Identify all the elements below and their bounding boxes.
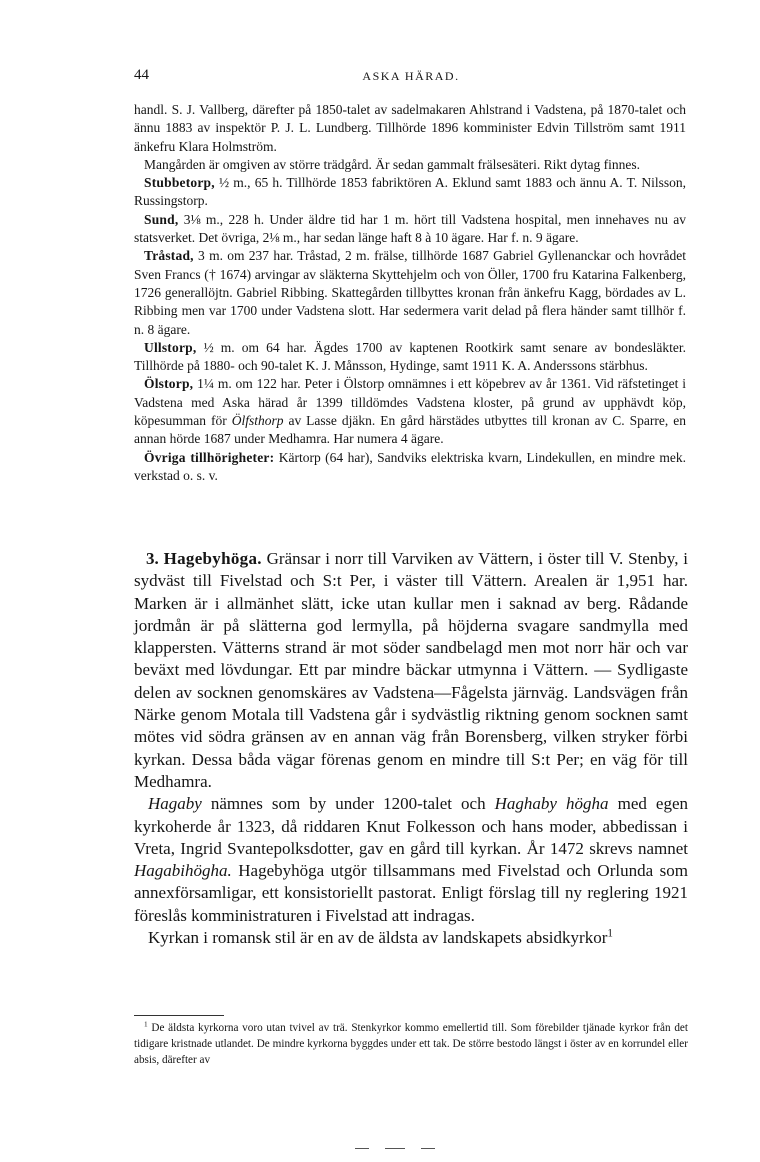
page-number: 44 [134,67,149,83]
entry-fraction: ½ [219,175,230,191]
italic-name: Hagaby [148,794,202,814]
print-mark [421,1148,435,1149]
property-list [134,101,686,485]
entry-term: Ölstorp, [144,376,194,392]
entry-text: Kärtorp (64 har), Sandviks elektriska kvarn, Lindekullen, en mindre mek. verkstad o. s. v. [134,449,687,483]
entry-sund [134,211,686,248]
footnote [134,1020,688,1068]
page-header [134,67,688,87]
running-title: ASKA HÄRAD. [362,69,460,83]
footnote-text: De äldsta kyrkorna voro utan tvivel av trä. Stenkyrkor kommo emellertid till. Som förebilder tjänade kyrkor från det tidigare kristnade utlandet. De mindre kyrkorna byggdes under ett tak. De större bestodo längst i öster av en korrundel eller absis, därefter av [134,1022,688,1066]
entry-fraction: 3⅛ [183,211,201,227]
italic-name: Haghaby högha [494,794,609,814]
entry-text: m., 228 h. Under äldre tid har 1 m. hört till Vadstena hospital, men innehaves nu av statsverket. Det övriga, 2⅛ m., har sedan länge haft 8 à 10 ägare. Har f. n. 9 ägare. [134,211,686,246]
entry-text: m. om 122 har. Peter i Ölstorp omnämnes i ett köpebrev av år 1361. Vid räfstetinget i Vadstena med Aska härad år 1399 tilldömdes Vadstena kloster, på grund av upphävdt köp, köpesumman för [134,376,686,429]
entry-term: Tråstad, [144,248,194,264]
section-number: 3. [146,549,159,568]
paragraph-hagaby [134,793,688,927]
entry-term: Sund, [144,211,179,227]
entry-ovriga [134,449,686,486]
entry-stubbetorp [134,174,686,211]
print-mark [385,1148,405,1149]
paragraph-text: nämnes som by under 1200-talet och [201,794,495,814]
entry-term: Övriga tillhörigheter: [144,449,275,465]
footnote-rule [134,1015,224,1016]
paragraph-text: Kyrkan i romansk stil är en av de äldsta av landskapets absidkyrkor [148,928,608,948]
section-hagebyhoga [134,548,688,949]
entry-trastad [134,247,686,338]
entry-text: av Lasse djäkn. En gård härstädes utbyttes till kronan av C. Sparre, en annan hörde 1687 under Medhamra. Har numera 4 ägare. [134,413,686,447]
section-heading: Hagebyhöga. [163,549,262,568]
entry-text: m., 65 h. Tillhörde 1853 fabriktören A. Eklund samt 1883 och ännu A. T. Nilsson, Russingstorp. [134,175,686,209]
footnote-mark: 1 [144,1020,148,1029]
entry-fraction: 1¼ [197,376,214,392]
entry-text: m. om 64 har. Ägdes 1700 av kaptenen Rootkirk samt senare av bondesläkter. Tillhörde på 1880- och 90-talet K. J. Månsson, Hydinge, samt 1911 K. A. Anderssons stärbhus. [134,339,687,374]
entry-fraction: ½ [203,339,214,355]
footnote-reference: 1 [607,927,613,940]
entry-olstorp [134,375,686,448]
entry-italic-name: Ölfsthorp [231,413,284,429]
footnote-paragraph [134,1020,688,1068]
entry-text: 3 m. om 237 har. Tråstad, 2 m. frälse, tillhörde 1687 Gabriel Gyllenanckar och hovrådet Sven Francs († 1674) arvingar av släkterna Skyttehjelm och von Öller, 1700 fru Katarina Falkenberg, 1726 generallöjtn. Gabriel Ribbing. Skattegården tillbyttes kronan från änkefru Kagg, bördades av L. Ribbing men var 1700 under Vadstena slott. Har sedermera varit delad på flera händer samt tillhör f. n. 8 ägare. [134,248,686,337]
entry-term: Ullstorp, [144,339,197,355]
paragraph-text: Hagebyhöga utgör tillsammans med Fivelstad och Orlunda som annexförsamligar, ett konsistoriellt pastorat. Enligt förslag till ny reglering 1921 föreslås komministraturen i Fivelstad att indragas. [134,861,688,925]
entry-ullstorp [134,339,686,376]
section-text: Gränsar i norr till Varviken av Vättern, i öster till V. Stenby, i sydväst till Fivelstad och S:t Per, i väster till Vättern. Arealen är 1,951 har. Marken är i allmänhet slätt, icke utan kullar men i saknad av berg. Rådande jordmån är på slätterna god lermylla, på höjderna svagare sandmylla med klappersten. Vätterns strand är mot söder sandbelagd men mot norr här och var beväxt med lövdungar. Ett par mindre bäckar utmynna i Vättern. — Sydligaste delen av socknen genomskäres av Vadstena—Fågelsta järnväg. Landsvägen från Närke genom Motala till Vadstena går i sydvästlig riktning genom socknen samt mötes vid södra gränsen av en annan väg från Borensberg, vilken stryker förbi kyrkan. Dessa båda vägar förenas genom en mindre till S:t Per; en väg för till Medhamra. [134,549,688,791]
paragraph-kyrkan [134,927,688,949]
italic-name: Hagabihögha. [134,861,232,881]
section-intro [134,548,688,793]
print-mark [355,1148,369,1149]
paragraph-continuation: handl. S. J. Vallberg, därefter på 1850-talet av sadelmakaren Ahlstrand i Vadstena, på 1870-talet och ännu 1883 av inspektör P. J. L. Lundberg. Tillhörde 1896 komminister Edvin Tillström samt 1911 änkefru Klara Holmström. [134,102,686,154]
paragraph-mangarden: Mangården är omgiven av större trädgård. Är sedan gammalt frälsesäteri. Rikt dytag finnes. [144,156,640,172]
paragraph-text: med egen kyrkoherde år 1323, då riddaren Knut Folkesson och hans moder, abbedissan i Vreta, Ingrid Svantepolksdotter, gav en gård till kyrkan. År 1472 skrevs namnet [134,794,689,858]
entry-term: Stubbetorp, [144,175,215,191]
bottom-marks [355,1139,451,1157]
